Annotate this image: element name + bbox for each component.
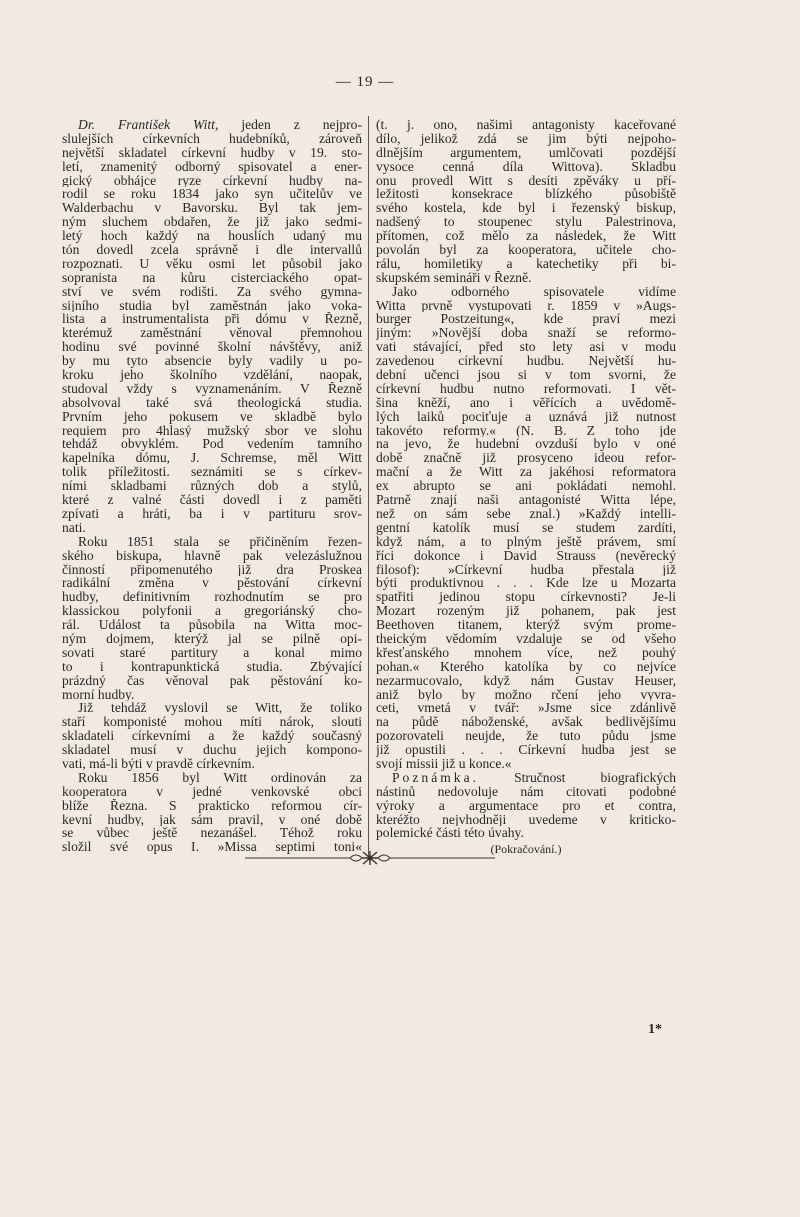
text-line <box>62 174 362 188</box>
text-line <box>62 312 362 326</box>
text-line <box>376 174 676 188</box>
text-line <box>62 201 362 215</box>
text-line <box>62 813 362 827</box>
text-line <box>62 479 362 493</box>
line-text: skladateli církevními a že každý současný <box>62 729 362 744</box>
line-text: rodil se roku 1834 jako syn učitelův ve <box>62 187 362 202</box>
text-line <box>376 326 676 340</box>
text-line <box>62 243 362 257</box>
text-line <box>376 160 676 174</box>
text-line <box>376 785 676 799</box>
text-line <box>62 826 362 840</box>
line-text: složil své opus I. »Missa septimi toni« <box>62 840 362 855</box>
text-line <box>62 215 362 229</box>
text-line <box>376 187 676 201</box>
text-line <box>62 424 362 438</box>
paragraph <box>62 118 362 535</box>
line-text: jeden z nejpro- <box>241 118 362 132</box>
text-line <box>62 493 362 507</box>
paragraph <box>62 771 362 854</box>
text-line <box>376 382 676 396</box>
line-text: sovati staré partitury a konal mimo <box>62 645 362 660</box>
text-line <box>62 785 362 799</box>
text-line <box>376 618 676 632</box>
line-text: říci dokonce i David Strauss (nevěrecký <box>376 548 676 563</box>
line-text: klassickou polyfonii a gregoriánský cho- <box>62 604 362 619</box>
line-text: sijního studia byl zaměstnán jako voka- <box>62 298 362 313</box>
line-text: nati. <box>62 520 86 535</box>
text-line <box>62 590 362 604</box>
right-column <box>376 118 676 857</box>
line-text: mační a že Witt za jakéhosi reformatora <box>376 465 676 480</box>
text-line <box>376 215 676 229</box>
text-line <box>376 201 676 215</box>
text-line <box>62 507 362 521</box>
text-line <box>376 535 676 549</box>
text-line <box>62 701 362 715</box>
text-line <box>376 632 676 646</box>
line-text: největší skladatel církevní hudby v 19. sto- <box>62 145 362 160</box>
line-text: gický obhájce ryze církevní hudby na- <box>62 173 362 188</box>
line-text: vati stávající, před sto lety asi v modu <box>376 340 676 355</box>
text-line <box>376 507 676 521</box>
line-text: dební učenci jsou si v tom svorni, že <box>376 368 676 382</box>
line-text: onu provedl Witt s desíti zpěváky u pří- <box>376 173 676 188</box>
line-text: studoval vždy s vyznamenáním. V Řezně <box>62 381 362 396</box>
text-line <box>62 285 362 299</box>
line-text: Již tehdáž vyslovil se Witt, že toliko <box>78 701 362 716</box>
signature-mark: 1* <box>648 1022 662 1037</box>
line-text: skladatel musí v duchu jejich kompono- <box>62 743 362 757</box>
text-line <box>376 576 676 590</box>
text-line <box>376 813 676 827</box>
text-line <box>376 271 676 285</box>
text-line <box>376 354 676 368</box>
text-line <box>62 674 362 688</box>
line-text: nástinů nedovoluje nám citovati podobné <box>376 784 676 799</box>
author-name: Dr. František Witt, <box>78 118 219 132</box>
line-text: absolvoval také svá theologická studia. <box>62 395 362 410</box>
text-line <box>376 299 676 313</box>
line-text: na půdě náboženské, avšak bedlivějšímu <box>376 715 676 730</box>
line-text: lých laiků pociťuje a uznává již nutnost <box>376 409 676 424</box>
line-text: rálu, homiletiky a katechetiky při bi- <box>376 256 676 271</box>
line-text: kterémuž zaměstnání věnoval přemnohou <box>62 326 362 341</box>
text-line <box>376 701 676 715</box>
text-line <box>376 437 676 451</box>
text-line <box>62 688 362 702</box>
text-line <box>62 549 362 563</box>
line-text: ným dojmem, kterýž jal se pilně opi- <box>62 631 362 646</box>
line-text: nadšený to stoupenec stylu Palestrinova, <box>376 215 676 230</box>
line-text: polemické části této úvahy. <box>376 826 524 841</box>
line-text: burger Postzeitung«, kde praví mezi <box>376 312 676 327</box>
line-text: tolik příležitosti. seznámiti se s církev- <box>62 465 362 480</box>
line-text: přítomen, což mělo za následek, že Witt <box>376 229 676 244</box>
text-line <box>62 604 362 618</box>
line-text: Mozart rozeným již pohanem, pak jest <box>376 604 676 619</box>
paragraph <box>376 285 676 771</box>
text-line <box>62 715 362 729</box>
line-text: svého kostela, kde byl i řezenský biskup, <box>376 201 676 216</box>
left-column <box>62 118 362 854</box>
line-text: spatřiti jedinou stopu církevnosti? Je-li <box>376 590 676 605</box>
text-line <box>376 146 676 160</box>
text-line <box>376 549 676 563</box>
line-text: kapelníka dómu, J. Schremse, měl Witt <box>62 451 362 466</box>
paragraph <box>376 771 676 840</box>
line-text: letý hoch každý na houslích udaný mu <box>62 229 362 244</box>
text-line <box>62 646 362 660</box>
line-text: pozorovateli neujde, že tuto půdu jsme <box>376 729 676 744</box>
text-line <box>62 368 362 382</box>
text-line <box>376 368 676 382</box>
text-line <box>376 715 676 729</box>
line-text: rál. Událost ta působila na Witta moc- <box>62 618 362 632</box>
text-line <box>62 146 362 160</box>
line-text: dlnějším argumentem, umlčovati pozdější <box>376 145 676 160</box>
line-text: requiem pro 4hlasý mužský sbor ve slohu <box>62 423 362 438</box>
text-line <box>376 257 676 271</box>
text-line <box>376 771 676 785</box>
line-text: Walderbachu v Bavorsku. Byl tak jem- <box>62 201 362 216</box>
line-text: radikální změna v pěstování církevní <box>62 576 362 591</box>
text-line <box>376 674 676 688</box>
line-text: Roku 1851 stala se přičiněním řezen- <box>78 534 362 549</box>
text-line <box>62 299 362 313</box>
text-line <box>62 451 362 465</box>
text-line <box>62 771 362 785</box>
line-text: gentní katolík musí se studem zardíti, <box>376 520 676 535</box>
text-line <box>62 340 362 354</box>
text-line <box>62 521 362 535</box>
text-line <box>376 285 676 299</box>
text-line <box>376 410 676 424</box>
text-line <box>376 660 676 674</box>
line-text: církevní hudbu nutno reformovati. I vět- <box>376 381 676 396</box>
text-line <box>62 257 362 271</box>
line-text: ceti, vmetá v tvář: »Jsme sice zdánlivě <box>376 701 676 716</box>
line-text: býti produktivnou . . . Kde lze u Mozarta <box>376 576 676 591</box>
line-text: výroky a argumentace pro et contra, <box>376 798 676 813</box>
line-text: jiným: »Novější doba snaží se reformo- <box>376 326 676 341</box>
text-line <box>62 743 362 757</box>
line-text: křesťanského mnohem více, než pouhý <box>376 645 676 660</box>
text-line <box>62 326 362 340</box>
line-text: to i kontrapunktická studia. Zbývající <box>62 659 362 674</box>
line-text: vysoce cenná díla Wittova). Skladbu <box>376 159 676 174</box>
line-text: ství ve svém rodišti. Za svého gymna- <box>62 284 362 299</box>
line-text: prázdný čas věnoval pak pěstování ko- <box>62 673 362 688</box>
text-line <box>62 618 362 632</box>
text-line <box>376 521 676 535</box>
text-line <box>62 799 362 813</box>
line-text: Roku 1856 byl Witt ordinován za <box>78 770 362 785</box>
line-text: šina kněží, ano i věřících a uvědomě- <box>376 395 676 410</box>
line-text: blíže Řezna. S prakticko reformou cír- <box>62 798 362 813</box>
line-text: dílo, jelikož zdá se jim býti nejpoho- <box>376 131 676 146</box>
text-line <box>376 743 676 757</box>
line-text: když nám, a to plným ještě právem, smí <box>376 534 676 549</box>
line-text: tón dovedl zcela správně i dle intervallů <box>62 243 362 257</box>
line-text: kteréžto nejvhodněji uvedeme v kriticko- <box>376 812 676 827</box>
text-line <box>62 271 362 285</box>
line-text: by mu tyto absencie byly vadily u po- <box>62 354 362 369</box>
line-text: Jako odborného spisovatele vidíme <box>392 284 676 299</box>
line-text: hudby, definitivním rozhodnutím se pro <box>62 590 362 605</box>
line-text: zavedenou církevní hudbu. Největší hu- <box>376 354 676 369</box>
text-line <box>62 437 362 451</box>
text-line <box>376 799 676 813</box>
text-line <box>376 229 676 243</box>
line-text: ným sluchem obdařen, že již jako sedmi- <box>62 215 362 230</box>
line-text: zpívati a hráti, ba i v partituru srov- <box>62 506 362 521</box>
text-line <box>376 646 676 660</box>
continuation-note: (Pokračování.) <box>490 843 562 857</box>
ornament-divider-icon <box>245 850 495 866</box>
text-line <box>376 132 676 146</box>
text-line <box>376 312 676 326</box>
text-line <box>62 757 362 771</box>
line-text: slulejších církevních hudebníků, zároveň <box>62 131 362 146</box>
line-text: se vůbec ještě nezanášel. Téhož roku <box>62 826 362 841</box>
text-line <box>62 187 362 201</box>
text-line <box>376 340 676 354</box>
text-line <box>62 160 362 174</box>
line-text: ského biskupa, hlavně pak velezáslužnou <box>62 548 362 563</box>
text-line <box>62 410 362 424</box>
text-line <box>62 563 362 577</box>
line-text: nezarmucovalo, když nám Gustav Heuser, <box>376 673 676 688</box>
line-text: staří komponisté mohou míti nárok, slouti <box>62 715 362 730</box>
text-line <box>376 563 676 577</box>
line-text: Prvním jeho pokusem ve skladbě bylo <box>62 409 362 424</box>
line-text: Witta prvně vystupovati r. 1859 v »Augs- <box>376 298 676 313</box>
text-line <box>376 118 676 132</box>
text-line <box>376 826 676 840</box>
line-text: sopranista na kůru cisterciackého opat- <box>62 270 362 285</box>
line-text: činností připomenutého již dra Proskea <box>62 562 362 577</box>
text-line <box>62 729 362 743</box>
text-line <box>376 590 676 604</box>
text-line <box>376 424 676 438</box>
text-line <box>62 465 362 479</box>
line-text: pohan.« Kterého katolíka by co nejvíce <box>376 659 676 674</box>
text-line <box>376 396 676 410</box>
line-text: již opustili . . . Církevní hudba jest se <box>376 743 676 757</box>
text-line <box>62 535 362 549</box>
text-line <box>62 229 362 243</box>
paragraph <box>62 701 362 770</box>
line-text: které z valné části dovedl i z paměti <box>62 493 362 507</box>
paragraph <box>376 118 676 285</box>
line-text: tehdáž obvyklém. Pod vedením tamního <box>62 437 362 452</box>
line-text: Patrně znají naši antagonisté Witta lépe, <box>376 493 676 507</box>
line-text: vati, má-li býti v pravdě církevním. <box>62 756 255 771</box>
line-text: kroku jeho školního vzdělání, naopak, <box>62 368 362 382</box>
line-text: rozpoznati. U věku osmi let působil jako <box>62 256 362 271</box>
line-text: hodinu své povinné školní návštěvy, aniž <box>62 340 362 355</box>
text-line <box>62 632 362 646</box>
line-text: svojí missii již u konce.« <box>376 756 512 771</box>
line-text: na jevo, že hudební ovzduší bylo v oné <box>376 437 676 452</box>
paragraph <box>62 535 362 702</box>
line-text: letí, znamenitý odborný spisovatel a ener- <box>62 159 362 174</box>
text-line <box>376 465 676 479</box>
line-text: povolán byl za kooperatora, učitele cho- <box>376 243 676 257</box>
text-line <box>376 604 676 618</box>
text-line <box>376 688 676 702</box>
text-line <box>376 729 676 743</box>
line-text: době značně již prosyceno ideou refor- <box>376 451 676 466</box>
line-text: takovéto reformy.« (N. B. Z toho jde <box>376 423 676 438</box>
line-text: ležitosti konsekrace blízkého působiště <box>376 187 676 202</box>
text-line <box>62 382 362 396</box>
text-line <box>62 660 362 674</box>
line-text: morní hudby. <box>62 687 135 702</box>
text-line <box>62 132 362 146</box>
line-text: ními skladbami různých dob a stylů, <box>62 479 362 494</box>
text-line <box>376 243 676 257</box>
text-line <box>62 576 362 590</box>
text-line <box>62 118 362 132</box>
line-text: lista a instrumentalista při dómu v Řezně, <box>62 312 362 327</box>
line-text: ex abrupto se ani pokládati nemohl. <box>376 479 676 494</box>
note-label: Poznámka. <box>392 770 480 785</box>
line-text: theickým vědomím vzdaluje se od všeho <box>376 631 676 646</box>
text-line <box>62 354 362 368</box>
page-number: — 19 — <box>335 74 395 90</box>
line-text: skupském semináři v Řezně. <box>376 270 532 285</box>
line-text: než on sám sebe znal.) »Každý intelli- <box>376 506 676 521</box>
text-line <box>376 493 676 507</box>
text-line <box>376 451 676 465</box>
line-text: kevní hudby, jak sám pravil, v oné době <box>62 812 362 827</box>
line-text: filosof): »Církevní hudba přestala již <box>376 562 676 577</box>
text-line <box>376 757 676 771</box>
line-text: (t. j. ono, našimi antagonisty kaceřované <box>376 118 676 132</box>
column-divider <box>368 116 369 856</box>
text-line <box>376 479 676 493</box>
text-line <box>62 396 362 410</box>
line-text: Stručnost biografických <box>514 770 676 785</box>
line-text: aniž bylo by možno rčení jeho vyvra- <box>376 687 676 702</box>
line-text: Beethoven titanem, kterýž svým prome- <box>376 618 676 632</box>
line-text: kooperatora v jedné venkovské obci <box>62 784 362 799</box>
